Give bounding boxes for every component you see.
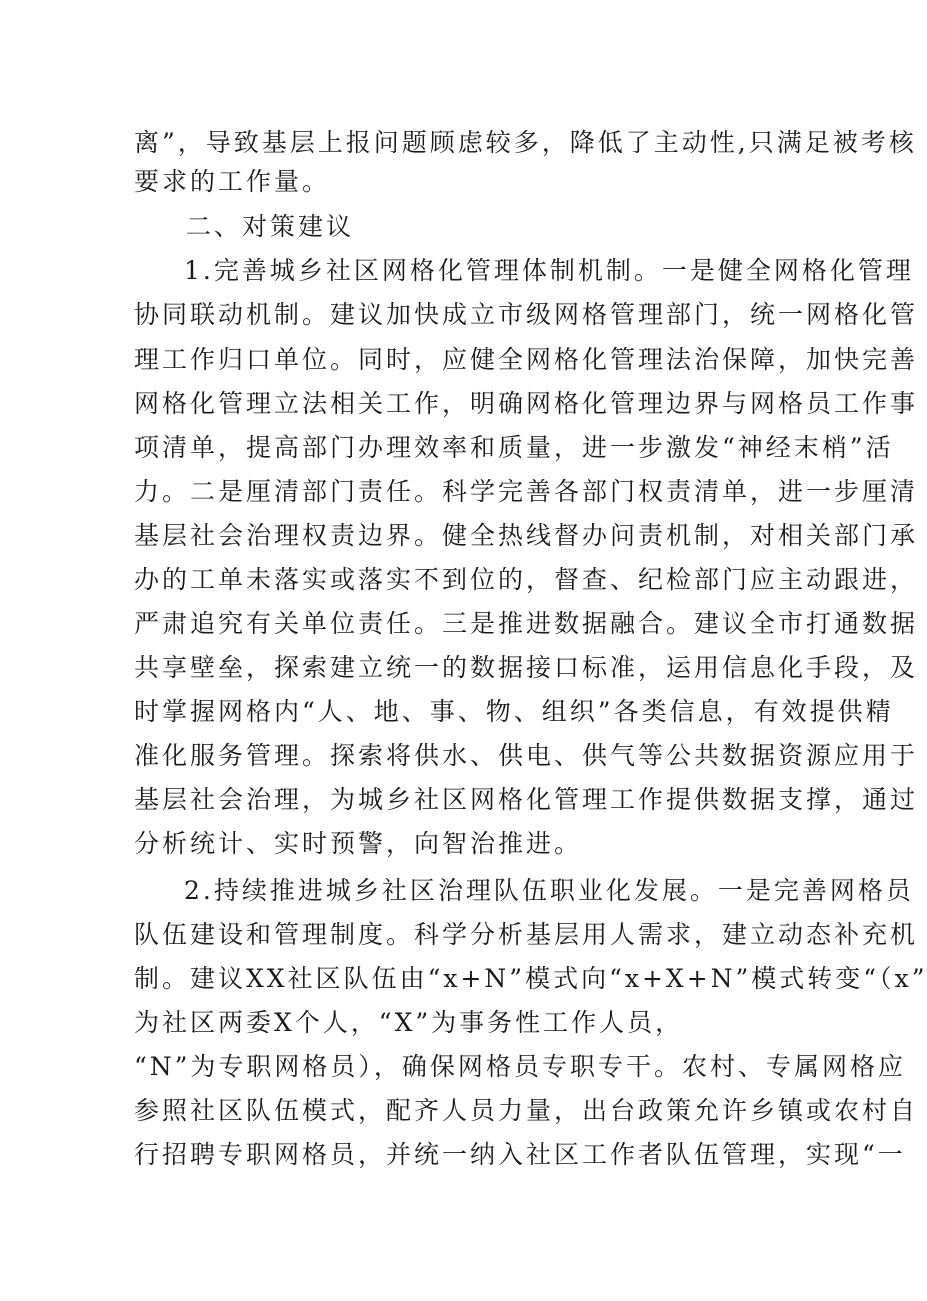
text-line: 行招聘专职网格员，并统一纳入社区工作者队伍管理，实现“一	[134, 1140, 906, 1169]
text-line: 基层社会治理权责边界。健全热线督办问责机制，对相关部门承	[134, 521, 919, 550]
text-line: 离”，导致基层上报问题顾虑较多，降低了主动性,只满足被考核	[134, 128, 917, 157]
section-heading: 二、对策建议	[186, 212, 355, 241]
text-line: 共享壁垒，探索建立统一的数据接口标准，运用信息化手段，及	[134, 653, 919, 682]
text-line: 严肃追究有关单位责任。三是推进数据融合。建议全市打通数据	[134, 609, 919, 638]
text-line: 队伍建设和管理制度。科学分析基层用人需求，建立动态补充机	[134, 920, 919, 949]
text-line: 2.持续推进城乡社区治理队伍职业化发展。一是完善网格员	[184, 876, 914, 905]
text-line: 网格化管理立法相关工作，明确网格化管理边界与网格员工作事	[134, 389, 919, 418]
text-line: 1.完善城乡社区网格化管理体制机制。一是健全网格化管理	[184, 256, 914, 285]
text-line: 参照社区队伍模式，配齐人员力量，出台政策允许乡镇或农村自	[134, 1096, 919, 1125]
text-line: 理工作归口单位。同时，应健全网格化管理法治保障，加快完善	[134, 345, 919, 374]
text-line: 制。建议XX社区队伍由“x+N”模式向“x+X+N”模式转变“（x”	[134, 964, 927, 993]
text-line: 要求的工作量。	[134, 167, 331, 196]
text-line: 时掌握网格内“人、地、事、物、组织”各类信息，有效提供精	[134, 697, 894, 726]
text-line: 项清单，提高部门办理效率和质量，进一步激发“神经末梢”活	[134, 433, 894, 462]
text-line: 力。二是厘清部门责任。科学完善各部门权责清单，进一步厘清	[134, 477, 919, 506]
text-line: “N”为专职网格员），确保网格员专职专干。农村、专属网格应	[134, 1052, 906, 1081]
text-line: 协同联动机制。建议加快成立市级网格管理部门，统一网格化管	[134, 300, 919, 329]
text-line: 分析统计、实时预警，向智治推进。	[134, 829, 583, 858]
text-line: 准化服务管理。探索将供水、供电、供气等公共数据资源应用于	[134, 741, 919, 770]
text-line: 基层社会治理，为城乡社区网格化管理工作提供数据支撑，通过	[134, 785, 919, 814]
text-line: 为社区两委X个人，“X”为事务性工作人员，	[134, 1008, 684, 1037]
text-line: 办的工单未落实或落实不到位的，督查、纪检部门应主动跟进，	[134, 565, 919, 594]
